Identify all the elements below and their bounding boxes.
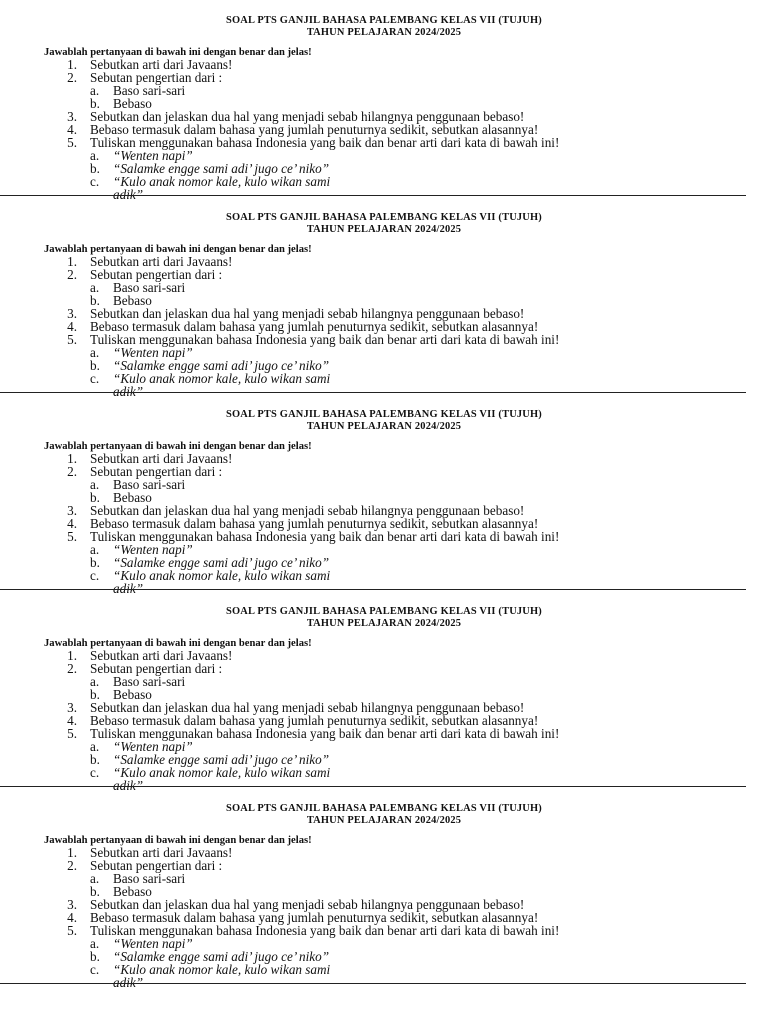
sub-item-text: Bebaso (113, 96, 152, 111)
exam-block (0, 197, 768, 399)
sub-item-text: “Kulo anak nomor kale, kulo wikan sami (113, 765, 331, 780)
question-number: 5. (67, 135, 77, 150)
exam-year: TAHUN PELAJARAN 2024/2025 (306, 815, 462, 826)
question-number: 5. (67, 529, 77, 544)
sub-item-text: Baso sari-sari (113, 280, 186, 295)
question-number: 1. (67, 254, 77, 269)
sub-item-text: “Salamke engge sami adi’ jugo ce’ niko” (113, 752, 330, 767)
sub-item-letter: b. (90, 96, 100, 111)
sub-item-letter: a. (90, 477, 100, 492)
question-text: Tuliskan menggunakan bahasa Indonesia yang baik dan benar arti dari kata di bawah ini! (90, 726, 560, 741)
question-text: Sebutan pengertian dari : (90, 267, 223, 282)
exam-year: TAHUN PELAJARAN 2024/2025 (306, 421, 462, 432)
sub-item-text: “Salamke engge sami adi’ jugo ce’ niko” (113, 161, 330, 176)
sub-item-text: “Kulo anak nomor kale, kulo wikan sami (113, 962, 331, 977)
sub-item-letter: c. (90, 371, 100, 386)
instruction-text: Jawablah pertanyaan di bawah ini dengan benar dan jelas! (44, 835, 312, 846)
sub-item-text: “Salamke engge sami adi’ jugo ce’ niko” (113, 949, 330, 964)
question-text: Tuliskan menggunakan bahasa Indonesia yang baik dan benar arti dari kata di bawah ini! (90, 332, 560, 347)
exam-title: SOAL PTS GANJIL BAHASA PALEMBANG KELAS VII (TUJUH) (226, 803, 542, 814)
sub-item-text: “Wenten napi” (113, 936, 193, 951)
sub-item-letter: b. (90, 358, 100, 373)
question-text: Sebutkan arti dari Javaans! (90, 451, 233, 466)
question-number: 2. (67, 267, 77, 282)
exam-title: SOAL PTS GANJIL BAHASA PALEMBANG KELAS VII (TUJUH) (226, 15, 542, 26)
question-number: 2. (67, 661, 77, 676)
exam-block (0, 0, 768, 202)
sub-item-continuation: adik” (113, 187, 144, 202)
question-number: 4. (67, 319, 77, 334)
question-text: Bebaso termasuk dalam bahasa yang jumlah penuturnya sedikit, sebutkan alasannya! (90, 319, 539, 334)
block-divider (0, 589, 746, 590)
question-number: 1. (67, 845, 77, 860)
question-text: Sebutan pengertian dari : (90, 464, 223, 479)
question-text: Tuliskan menggunakan bahasa Indonesia yang baik dan benar arti dari kata di bawah ini! (90, 923, 560, 938)
question-text: Bebaso termasuk dalam bahasa yang jumlah penuturnya sedikit, sebutkan alasannya! (90, 122, 539, 137)
question-text: Bebaso termasuk dalam bahasa yang jumlah penuturnya sedikit, sebutkan alasannya! (90, 713, 539, 728)
sub-item-text: “Wenten napi” (113, 148, 193, 163)
sub-item-text: Baso sari-sari (113, 674, 186, 689)
exam-year: TAHUN PELAJARAN 2024/2025 (306, 618, 462, 629)
sub-item-text: Bebaso (113, 293, 152, 308)
sub-item-continuation: adik” (113, 581, 144, 596)
sub-item-letter: a. (90, 148, 100, 163)
sub-item-text: “Kulo anak nomor kale, kulo wikan sami (113, 174, 331, 189)
question-text: Sebutan pengertian dari : (90, 661, 223, 676)
sub-item-text: Bebaso (113, 687, 152, 702)
sub-item-letter: b. (90, 490, 100, 505)
sub-item-letter: b. (90, 555, 100, 570)
exam-title: SOAL PTS GANJIL BAHASA PALEMBANG KELAS VII (TUJUH) (226, 212, 542, 223)
question-text: Sebutkan arti dari Javaans! (90, 845, 233, 860)
question-number: 3. (67, 897, 77, 912)
exam-block (0, 788, 768, 990)
sub-item-text: Baso sari-sari (113, 871, 186, 886)
question-text: Sebutkan dan jelaskan dua hal yang menjadi sebab hilangnya penggunaan bebaso! (90, 700, 525, 715)
question-number: 3. (67, 700, 77, 715)
sub-item-letter: a. (90, 739, 100, 754)
block-divider (0, 983, 746, 984)
question-text: Sebutan pengertian dari : (90, 70, 223, 85)
sub-item-letter: b. (90, 752, 100, 767)
question-number: 1. (67, 648, 77, 663)
question-number: 1. (67, 57, 77, 72)
sub-item-text: “Wenten napi” (113, 345, 193, 360)
question-text: Sebutkan arti dari Javaans! (90, 648, 233, 663)
sub-item-letter: a. (90, 936, 100, 951)
sub-item-text: “Salamke engge sami adi’ jugo ce’ niko” (113, 358, 330, 373)
sub-item-text: “Wenten napi” (113, 542, 193, 557)
sub-item-letter: c. (90, 174, 100, 189)
sub-item-letter: a. (90, 871, 100, 886)
question-number: 3. (67, 503, 77, 518)
sub-item-letter: b. (90, 293, 100, 308)
question-number: 5. (67, 726, 77, 741)
sub-item-letter: c. (90, 962, 100, 977)
block-divider (0, 392, 746, 393)
sub-item-letter: b. (90, 161, 100, 176)
question-number: 4. (67, 516, 77, 531)
sub-item-letter: c. (90, 568, 100, 583)
sub-item-continuation: adik” (113, 384, 144, 399)
sub-item-text: “Wenten napi” (113, 739, 193, 754)
instruction-text: Jawablah pertanyaan di bawah ini dengan benar dan jelas! (44, 441, 312, 452)
question-text: Sebutkan dan jelaskan dua hal yang menjadi sebab hilangnya penggunaan bebaso! (90, 109, 525, 124)
sub-item-text: Baso sari-sari (113, 477, 186, 492)
sub-item-letter: a. (90, 83, 100, 98)
question-text: Sebutkan arti dari Javaans! (90, 57, 233, 72)
instruction-text: Jawablah pertanyaan di bawah ini dengan benar dan jelas! (44, 244, 312, 255)
question-number: 3. (67, 109, 77, 124)
question-number: 4. (67, 910, 77, 925)
question-text: Tuliskan menggunakan bahasa Indonesia yang baik dan benar arti dari kata di bawah ini! (90, 135, 560, 150)
sub-item-text: “Kulo anak nomor kale, kulo wikan sami (113, 371, 331, 386)
question-number: 2. (67, 858, 77, 873)
sub-item-letter: a. (90, 674, 100, 689)
sub-item-continuation: adik” (113, 778, 144, 793)
question-text: Sebutkan dan jelaskan dua hal yang menjadi sebab hilangnya penggunaan bebaso! (90, 897, 525, 912)
block-divider (0, 786, 746, 787)
sub-item-letter: c. (90, 765, 100, 780)
sub-item-text: Baso sari-sari (113, 83, 186, 98)
question-text: Bebaso termasuk dalam bahasa yang jumlah penuturnya sedikit, sebutkan alasannya! (90, 516, 539, 531)
sub-item-letter: a. (90, 345, 100, 360)
question-number: 2. (67, 464, 77, 479)
exam-title: SOAL PTS GANJIL BAHASA PALEMBANG KELAS VII (TUJUH) (226, 409, 542, 420)
question-number: 1. (67, 451, 77, 466)
question-text: Bebaso termasuk dalam bahasa yang jumlah penuturnya sedikit, sebutkan alasannya! (90, 910, 539, 925)
instruction-text: Jawablah pertanyaan di bawah ini dengan benar dan jelas! (44, 47, 312, 58)
question-text: Sebutan pengertian dari : (90, 858, 223, 873)
exam-title: SOAL PTS GANJIL BAHASA PALEMBANG KELAS VII (TUJUH) (226, 606, 542, 617)
sub-item-text: Bebaso (113, 884, 152, 899)
sub-item-letter: b. (90, 687, 100, 702)
sub-item-text: Bebaso (113, 490, 152, 505)
sub-item-letter: b. (90, 884, 100, 899)
question-text: Sebutkan dan jelaskan dua hal yang menjadi sebab hilangnya penggunaan bebaso! (90, 306, 525, 321)
question-number: 5. (67, 332, 77, 347)
exam-block (0, 394, 768, 596)
sub-item-continuation: adik” (113, 975, 144, 990)
sub-item-text: “Kulo anak nomor kale, kulo wikan sami (113, 568, 331, 583)
sub-item-letter: a. (90, 542, 100, 557)
question-number: 4. (67, 122, 77, 137)
question-text: Sebutkan dan jelaskan dua hal yang menjadi sebab hilangnya penggunaan bebaso! (90, 503, 525, 518)
instruction-text: Jawablah pertanyaan di bawah ini dengan benar dan jelas! (44, 638, 312, 649)
question-number: 3. (67, 306, 77, 321)
exam-year: TAHUN PELAJARAN 2024/2025 (306, 224, 462, 235)
sub-item-letter: a. (90, 280, 100, 295)
block-divider (0, 195, 746, 196)
exam-year: TAHUN PELAJARAN 2024/2025 (306, 27, 462, 38)
exam-block (0, 591, 768, 793)
question-number: 2. (67, 70, 77, 85)
sub-item-text: “Salamke engge sami adi’ jugo ce’ niko” (113, 555, 330, 570)
question-text: Tuliskan menggunakan bahasa Indonesia yang baik dan benar arti dari kata di bawah ini! (90, 529, 560, 544)
question-number: 4. (67, 713, 77, 728)
question-number: 5. (67, 923, 77, 938)
sub-item-letter: b. (90, 949, 100, 964)
question-text: Sebutkan arti dari Javaans! (90, 254, 233, 269)
